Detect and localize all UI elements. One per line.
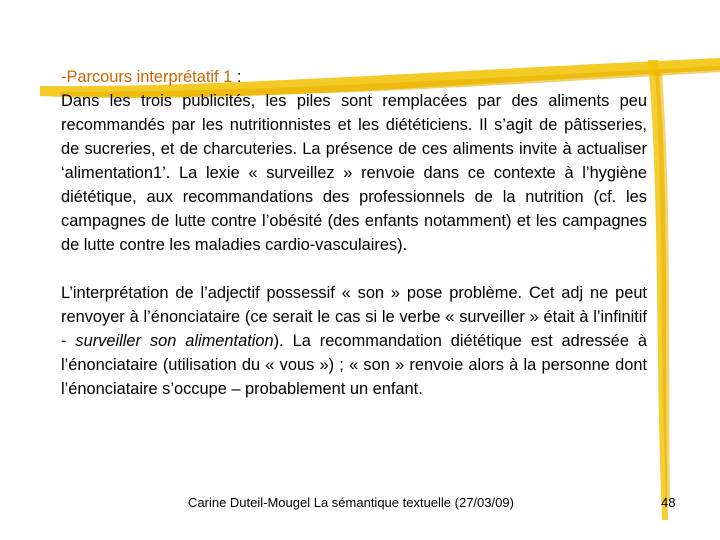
page-number: 48 bbox=[661, 495, 676, 510]
paragraph-2-start: L’interprétation de l’adjectif possessif « son » pose problème. Cet adj ne peut renvoyer à l’énonciataire (ce serait le cas si le verbe « surveiller » était à l’infinitif - bbox=[61, 284, 647, 350]
section-heading: -Parcours interprétatif 1 bbox=[61, 68, 233, 86]
paragraph-2-end: ). La recommandation diététique est adressée à l’énonciataire (utilisation du « vous ») ; « son » renvoie alors à la personne dont l’énonciataire s’occupe – probablement un enfant. bbox=[61, 332, 648, 398]
slide-body bbox=[61, 65, 647, 401]
heading-colon: : bbox=[232, 68, 242, 86]
heading-line bbox=[61, 65, 647, 89]
paragraph-2-italic: surveiller son alimentation bbox=[75, 332, 274, 350]
paragraph-2 bbox=[61, 281, 647, 401]
paragraph-gap bbox=[61, 257, 647, 281]
footer-text: Carine Duteil-Mougel La sémantique textuelle (27/03/09) bbox=[188, 495, 514, 510]
paragraph-1: Dans les trois publicités, les piles sont remplacées par des aliments peu recommandés par les nutritionnistes et les diététiciens. Il s’agit de pâtisseries, de sucreries, et de charcuteries. La présence de ces aliments invite à actualiser ‘alimentation1’. La lexie « surveillez » renvoie dans ce contexte à l’hygiène diététique, aux recommandations des professionnels de la nutrition (cf. les campagnes de lutte contre l’obésité (des enfants notamment) et les campagnes de lutte contre les maladies cardio-vasculaires). bbox=[61, 92, 647, 254]
